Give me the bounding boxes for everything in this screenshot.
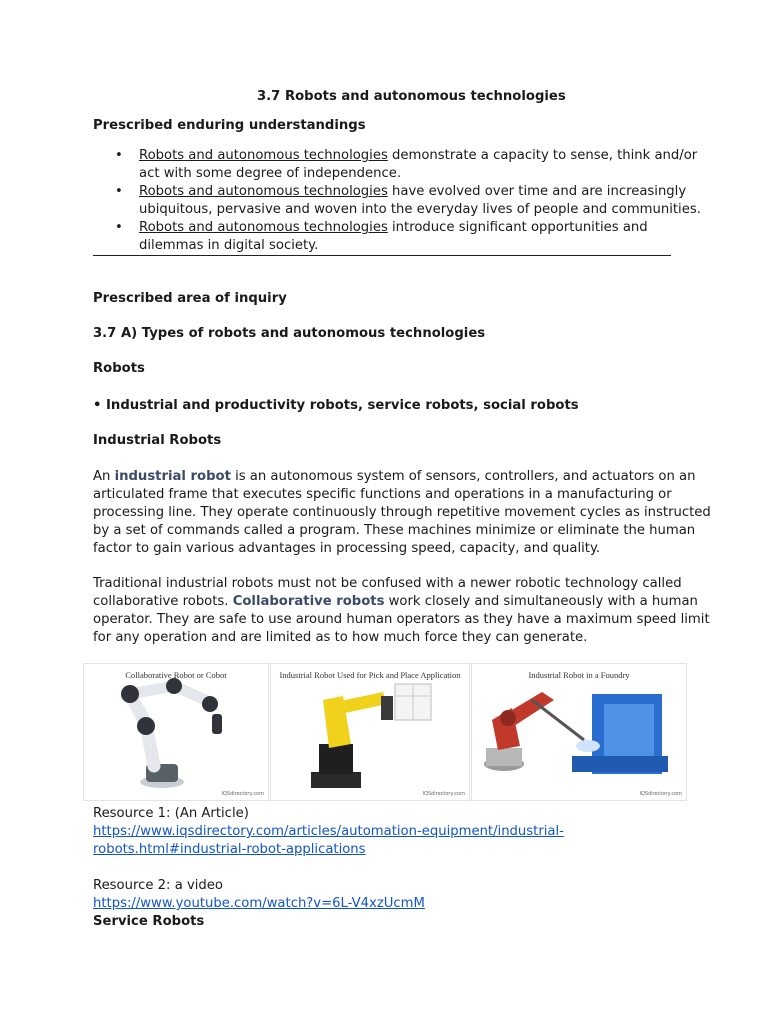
- list-item: [93, 219, 693, 237]
- bullet-text: act with some degree of independence.: [139, 166, 402, 181]
- bullet-link-text: Robots and autonomous technologies: [139, 184, 388, 199]
- para-line: articulated frame that executes specific functions and operations in a manufacturing or: [93, 487, 672, 502]
- para-line: by a set of commands called a program. These machines minimize or eliminate the human: [93, 523, 696, 538]
- robot-image-strip: [83, 663, 685, 801]
- list-item: [93, 147, 698, 165]
- bullet-text: ubiquitous, pervasive and woven into the everyday lives of people and communities.: [139, 202, 701, 217]
- service-robots-heading: Service Robots: [93, 914, 205, 929]
- resource1-link-line1[interactable]: https://www.iqsdirectory.com/articles/automation-equipment/industrial-: [93, 824, 564, 839]
- image-credit: IQSdirectory.com: [639, 791, 682, 797]
- image-credit: IQSdirectory.com: [422, 791, 465, 797]
- image-caption: Industrial Robot Used for Pick and Place Application: [279, 670, 461, 680]
- list-item-continuation: [93, 165, 693, 183]
- para-line: processing line. They operate continuously through repetitive movement cycles as instructed: [93, 505, 711, 520]
- bullet-link-text: Robots and autonomous technologies: [139, 220, 388, 235]
- image-caption: Collaborative Robot or Cobot: [125, 670, 227, 680]
- bullet-glyph: •: [115, 220, 123, 235]
- robots-heading: Robots: [93, 361, 145, 376]
- bullet-text: introduce significant opportunities and: [387, 220, 648, 235]
- robot-types-line: • Industrial and productivity robots, service robots, social robots: [93, 398, 579, 413]
- bullet-glyph: •: [115, 184, 123, 199]
- para-text: An: [93, 469, 115, 484]
- image-collaborative-robot: [83, 663, 269, 801]
- industrial-robot-paragraph: [93, 468, 711, 558]
- page-title: 3.7 Robots and autonomous technologies: [257, 89, 566, 104]
- image-caption: Industrial Robot in a Foundry: [528, 670, 630, 680]
- pick-place-robot-illustration: [271, 664, 469, 800]
- image-credit: IQSdirectory.com: [221, 791, 264, 797]
- para-line: factor to gain various advantages in processing speed, capacity, and quality.: [93, 541, 601, 556]
- section-heading: 3.7 A) Types of robots and autonomous technologies: [93, 326, 486, 341]
- para-text: is an autonomous system of sensors, controllers, and actuators on an: [230, 469, 696, 484]
- para-text: work closely and simultaneously with a human: [384, 594, 698, 609]
- horizontal-divider: [93, 255, 671, 256]
- inquiry-heading: Prescribed area of inquiry: [93, 291, 287, 306]
- collaborative-robot-paragraph: [93, 575, 710, 647]
- understandings-list: [93, 147, 701, 255]
- bullet-text: demonstrate a capacity to sense, think and/or: [387, 148, 698, 163]
- image-pick-and-place-robot: [270, 663, 470, 801]
- resource1-label: Resource 1: (An Article): [93, 806, 249, 821]
- resource2-link[interactable]: https://www.youtube.com/watch?v=6L-V4xzUcmM: [93, 896, 425, 911]
- list-item: [93, 183, 693, 201]
- para-line: operator. They are safe to use around human operators as they have a maximum speed limit: [93, 612, 710, 627]
- keyword-collaborative-robots: Collaborative robots: [232, 594, 385, 609]
- industrial-robots-heading: Industrial Robots: [93, 433, 222, 448]
- resource2-label: Resource 2: a video: [93, 878, 223, 893]
- resource1-link-line2[interactable]: robots.html#industrial-robot-applications: [93, 842, 366, 857]
- bullet-text: dilemmas in digital society.: [139, 238, 319, 253]
- bullet-link-text: Robots and autonomous technologies: [139, 148, 388, 163]
- bullet-text: have evolved over time and are increasingly: [387, 184, 687, 199]
- list-item-continuation: [93, 201, 701, 219]
- bullet-glyph: •: [115, 148, 123, 163]
- para-line: for any operation and are limited as to how much force they can generate.: [93, 630, 588, 645]
- keyword-industrial-robot: industrial robot: [114, 469, 231, 484]
- list-item-continuation: [93, 237, 693, 255]
- para-text: collaborative robots.: [93, 594, 233, 609]
- cobot-illustration: [84, 664, 268, 800]
- image-foundry-robot: [471, 663, 687, 801]
- foundry-robot-illustration: [472, 664, 686, 800]
- understandings-heading: Prescribed enduring understandings: [93, 118, 366, 133]
- para-line: Traditional industrial robots must not be confused with a newer robotic technology called: [93, 576, 682, 591]
